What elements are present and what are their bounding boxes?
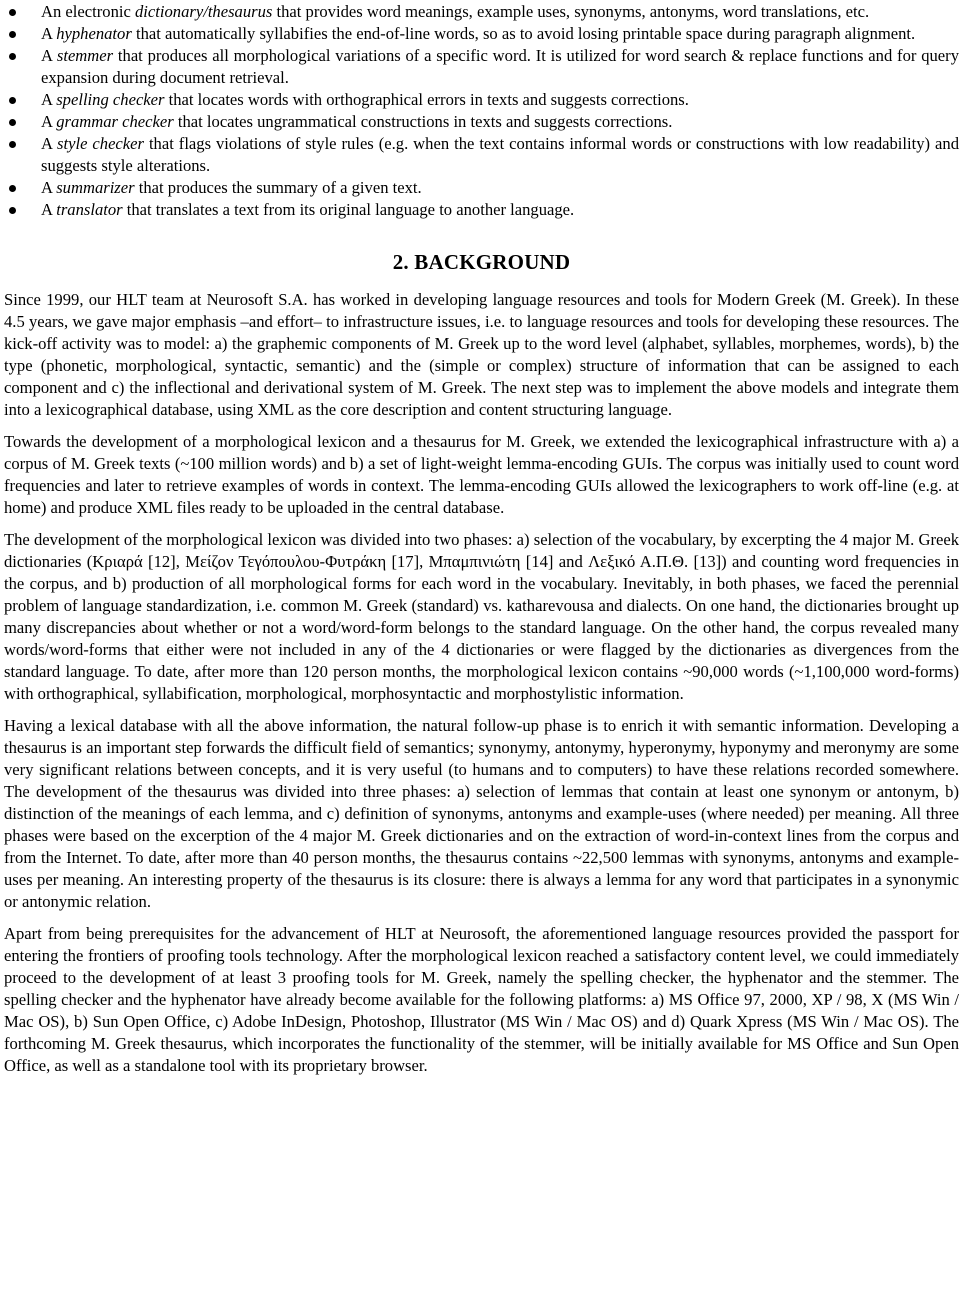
- term: spelling checker: [56, 90, 165, 109]
- bullet-icon: [9, 185, 16, 192]
- list-item: A translator that translates a text from its original language to another language.: [4, 199, 959, 221]
- bullet-icon: [9, 31, 16, 38]
- term: stemmer: [56, 46, 114, 65]
- document-page: [4, 0, 959, 1087]
- term: summarizer: [56, 178, 135, 197]
- paragraph: Since 1999, our HLT team at Neurosoft S.A. has worked in developing language resources and tools for Modern Greek (M. Greek). In these 4.5 years, we gave major emphasis –and effort– to infrastructure issues, i.e. to language resources and tools for developing these resources. The kick-off activity was to model: a) the graphemic components of M. Greek up to the word level (alphabet, syllables, morphemes, words), b) the type (phonetic, morphological, syntactic, semantic) and the (simple or complex) structure of information that can be assigned to each component and c) the inflectional and derivational system of M. Greek. The next step was to implement the above models and integrate them into a lexicographical database, using XML as the core description and content structuring language.: [4, 290, 959, 419]
- list-item: A hyphenator that automatically syllabifies the end-of-line words, so as to avoid losing printable space during paragraph alignment.: [4, 23, 959, 45]
- bullet-icon: [9, 97, 16, 104]
- bullet-icon: [9, 53, 16, 60]
- paragraph: Having a lexical database with all the above information, the natural follow-up phase is to enrich it with semantic information. Developing a thesaurus is an important step forwards the difficult field of semantics; synonymy, antonymy, hyperonymy, hyponymy and meronymy are some very significant relations between concepts, and it is very useful (to humans and to computers) to have these relations recorded somewhere. The development of the thesaurus was divided into three phases: a) selection of lemmas that contain at least one synonym or antonym, b) distinction of the meanings of each lemma, and c) definition of synonyms, antonyms and example-uses (where needed) per meaning. All three phases were based on the excerption of the 4 major M. Greek dictionaries and on the extraction of word-in-context lines from the corpus and from the Internet. To date, after more than 40 person months, the thesaurus contains ~22,500 lemmas with synonyms, antonyms and example-uses per meaning. An interesting property of the thesaurus is its closure: there is always a lemma for any word that participates in a synonymic or antonymic relation.: [4, 716, 959, 911]
- bullet-icon: [9, 119, 16, 126]
- bullet-icon: [9, 141, 16, 148]
- list-item: A spelling checker that locates words with orthographical errors in texts and suggests corrections.: [4, 89, 959, 111]
- term: style checker: [57, 134, 144, 153]
- list-item: A stemmer that produces all morphological variations of a specific word. It is utilized for word search & replace functions and for query expansion during document retrieval.: [4, 45, 959, 89]
- list-item: A summarizer that produces the summary of a given text.: [4, 177, 959, 199]
- term: translator: [56, 200, 123, 219]
- paragraph: The development of the morphological lexicon was divided into two phases: a) selection of the vocabulary, by excerpting the 4 major M. Greek dictionaries (Κριαρά [12], Μείζον Τεγόπουλου-Φυτράκη [17], Μπαμπινιώτη [14] and Λεξικό Α.Π.Θ. [13]) and counting word frequencies in the corpus, and b) production of all morphological forms for each word in the vocabulary. Inevitably, in both phases, we faced the perennial problem of language standardization, i.e. common M. Greek (standard) vs. katharevousa and dialects. On one hand, the dictionaries brought up many discrepancies about whether or not a word/word-form belongs to the standard language. On the other hand, the corpus revealed many words/word-forms that either were not included in any of the 4 dictionaries or were flagged by the dictionaries as divergences from the standard language. To date, after more than 120 person months, the morphological lexicon contains ~90,000 words (~1,100,000 word-forms) with orthographical, syllabification, morphological, morphosyntactic and morphostylistic information.: [4, 530, 959, 703]
- paragraph: Towards the development of a morphological lexicon and a thesaurus for M. Greek, we extended the lexicographical infrastructure with a) a corpus of M. Greek texts (~100 million words) and b) a set of light-weight lemma-encoding GUIs. The corpus was initially used to count word frequencies and later to retrieve examples of words in context. The lemma-encoding GUIs allowed the lexicographers to work off-line (e.g. at home) and produce XML files ready to be uploaded in the central database.: [4, 432, 959, 517]
- list-item: A grammar checker that locates ungrammatical constructions in texts and suggests corrections.: [4, 111, 959, 133]
- bullet-icon: [9, 9, 16, 16]
- list-item: A style checker that flags violations of style rules (e.g. when the text contains informal words or constructions with low readability) and suggests style alterations.: [4, 133, 959, 177]
- paragraph: Apart from being prerequisites for the advancement of HLT at Neurosoft, the aforementioned language resources provided the passport for entering the frontiers of proofing tools technology. After the morphological lexicon reached a satisfactory content level, we could immediately proceed to the development of at least 3 proofing tools for M. Greek, namely the spelling checker, the hyphenator and the stemmer. The spelling checker and the hyphenator have already become available for the following platforms: a) MS Office 97, 2000, XP / 98, X (MS Win / Mac OS), b) Sun Open Office, c) Adobe InDesign, Photoshop, Illustrator (MS Win / Mac OS) and d) Quark Xpress (MS Win / Mac OS). The forthcoming M. Greek thesaurus, which incorporates the functionality of the stemmer, will be initially available for MS Office and Sun Open Office, as well as a standalone tool with its proprietary browser.: [4, 924, 959, 1075]
- bullet-icon: [9, 207, 16, 214]
- tool-list: [4, 1, 959, 221]
- term: dictionary/thesaurus: [135, 2, 273, 21]
- term: hyphenator: [56, 24, 132, 43]
- term: grammar checker: [56, 112, 174, 131]
- section-heading: 2. BACKGROUND: [392, 250, 571, 274]
- list-item: An electronic dictionary/thesaurus that provides word meanings, example uses, synonyms, antonyms, word translations, etc.: [4, 1, 959, 23]
